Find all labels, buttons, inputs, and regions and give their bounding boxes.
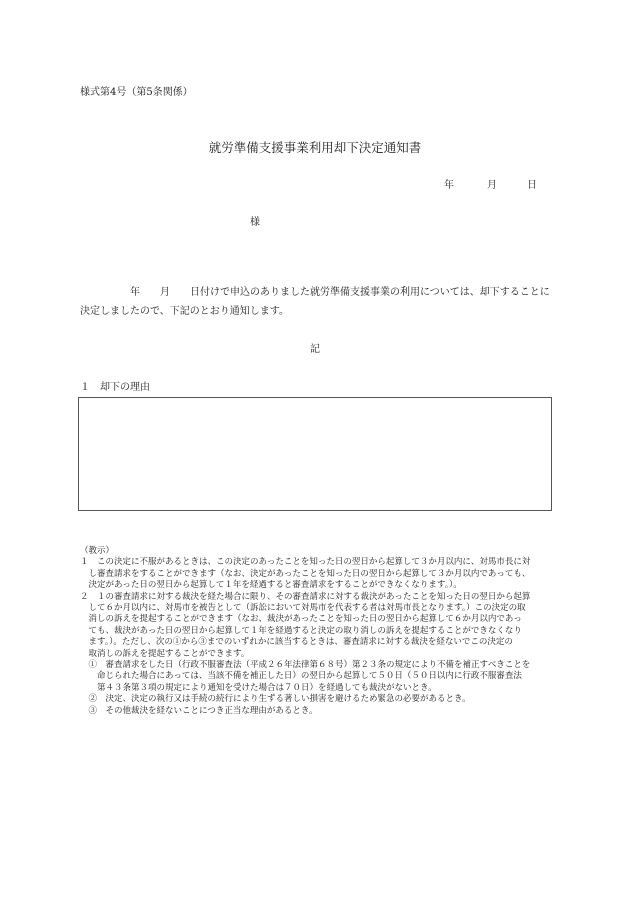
- instruction-line: ① 審査請求をした日（行政不服審査法（平成２６年法律第６８号）第２３条の規定により不備を補正すべきことを: [80, 660, 531, 671]
- appeal-instructions: [80, 546, 560, 717]
- instruction-line: ます。）。ただし、次の①から③までのいずれかに該当するときは、審査請求に対する裁決を経ないでこの決定の: [80, 637, 513, 648]
- instruction-line: ても、裁決があった日の翌日から起算して１年を経過すると決定の取り消しの訴えを提起することができなくなり: [80, 625, 522, 636]
- instruction-line: ② 決定、決定の執行又は手続の続行により生ずる著しい損害を避けるため緊急の必要があるとき。: [80, 694, 471, 705]
- instruction-line: して６か月以内に、対馬市を被告として（訴訟において対馬市を代表する者は対馬市長となります。）この決定の取: [80, 603, 526, 614]
- date-year-label: 年: [444, 180, 454, 191]
- form-number: 様式第4号（第5条関係）: [80, 87, 193, 98]
- instruction-line: し審査請求をすることができます（なお、決定があったことを知った日の翌日から起算して３か月以内であっても、: [80, 568, 531, 579]
- notification-body: [80, 283, 552, 321]
- rejection-reason-heading: １ 却下の理由: [80, 382, 150, 393]
- body-line-2: 決定しましたので、下記のとおり通知します。: [80, 306, 289, 317]
- instruction-line: 決定があった日の翌日から起算して１年を経過すると審査請求をすることができなくなります。）。: [80, 580, 462, 591]
- instruction-line: １ この決定に不服があるときは、この決定のあったことを知った日の翌日から起算して３か月以内に、対馬市長に対: [80, 557, 531, 568]
- instructions-title: （教示）: [80, 546, 115, 556]
- instruction-line: 消しの訴えを提起することができます（なお、裁決があったことを知った日の翌日から起算して６か月以内であっ: [80, 614, 522, 625]
- date-month-label: 月: [487, 180, 497, 191]
- instruction-line: ２ １の審査請求に対する裁決を経た場合に限り、その審査請求に対する裁決があったことを知った日の翌日から起算: [80, 591, 531, 602]
- instruction-line: 命じられた場合にあっては、当該不備を補正した日）の翌日から起算して５０日（５０日以内に行政不服審査法: [80, 671, 522, 682]
- date-day-label: 日: [527, 180, 537, 191]
- rejection-reason-box: [78, 397, 552, 511]
- instruction-line: 取消しの訴えを提起することができます。: [80, 648, 250, 659]
- body-line-1: 年 月 日付けで申込のありました就労準備支援事業の利用については、却下することに: [130, 287, 550, 298]
- ki-heading: 記: [310, 344, 320, 355]
- addressee-suffix: 様: [250, 217, 260, 228]
- instruction-line: 第４３条第３項の規定により通知を受けた場合は７０日）を経過しても裁決がないとき。: [80, 682, 437, 693]
- instruction-line: ③ その他裁決を経ないことにつき正当な理由があるとき。: [80, 705, 318, 716]
- document-title: 就労準備支援事業利用却下決定通知書: [208, 140, 422, 155]
